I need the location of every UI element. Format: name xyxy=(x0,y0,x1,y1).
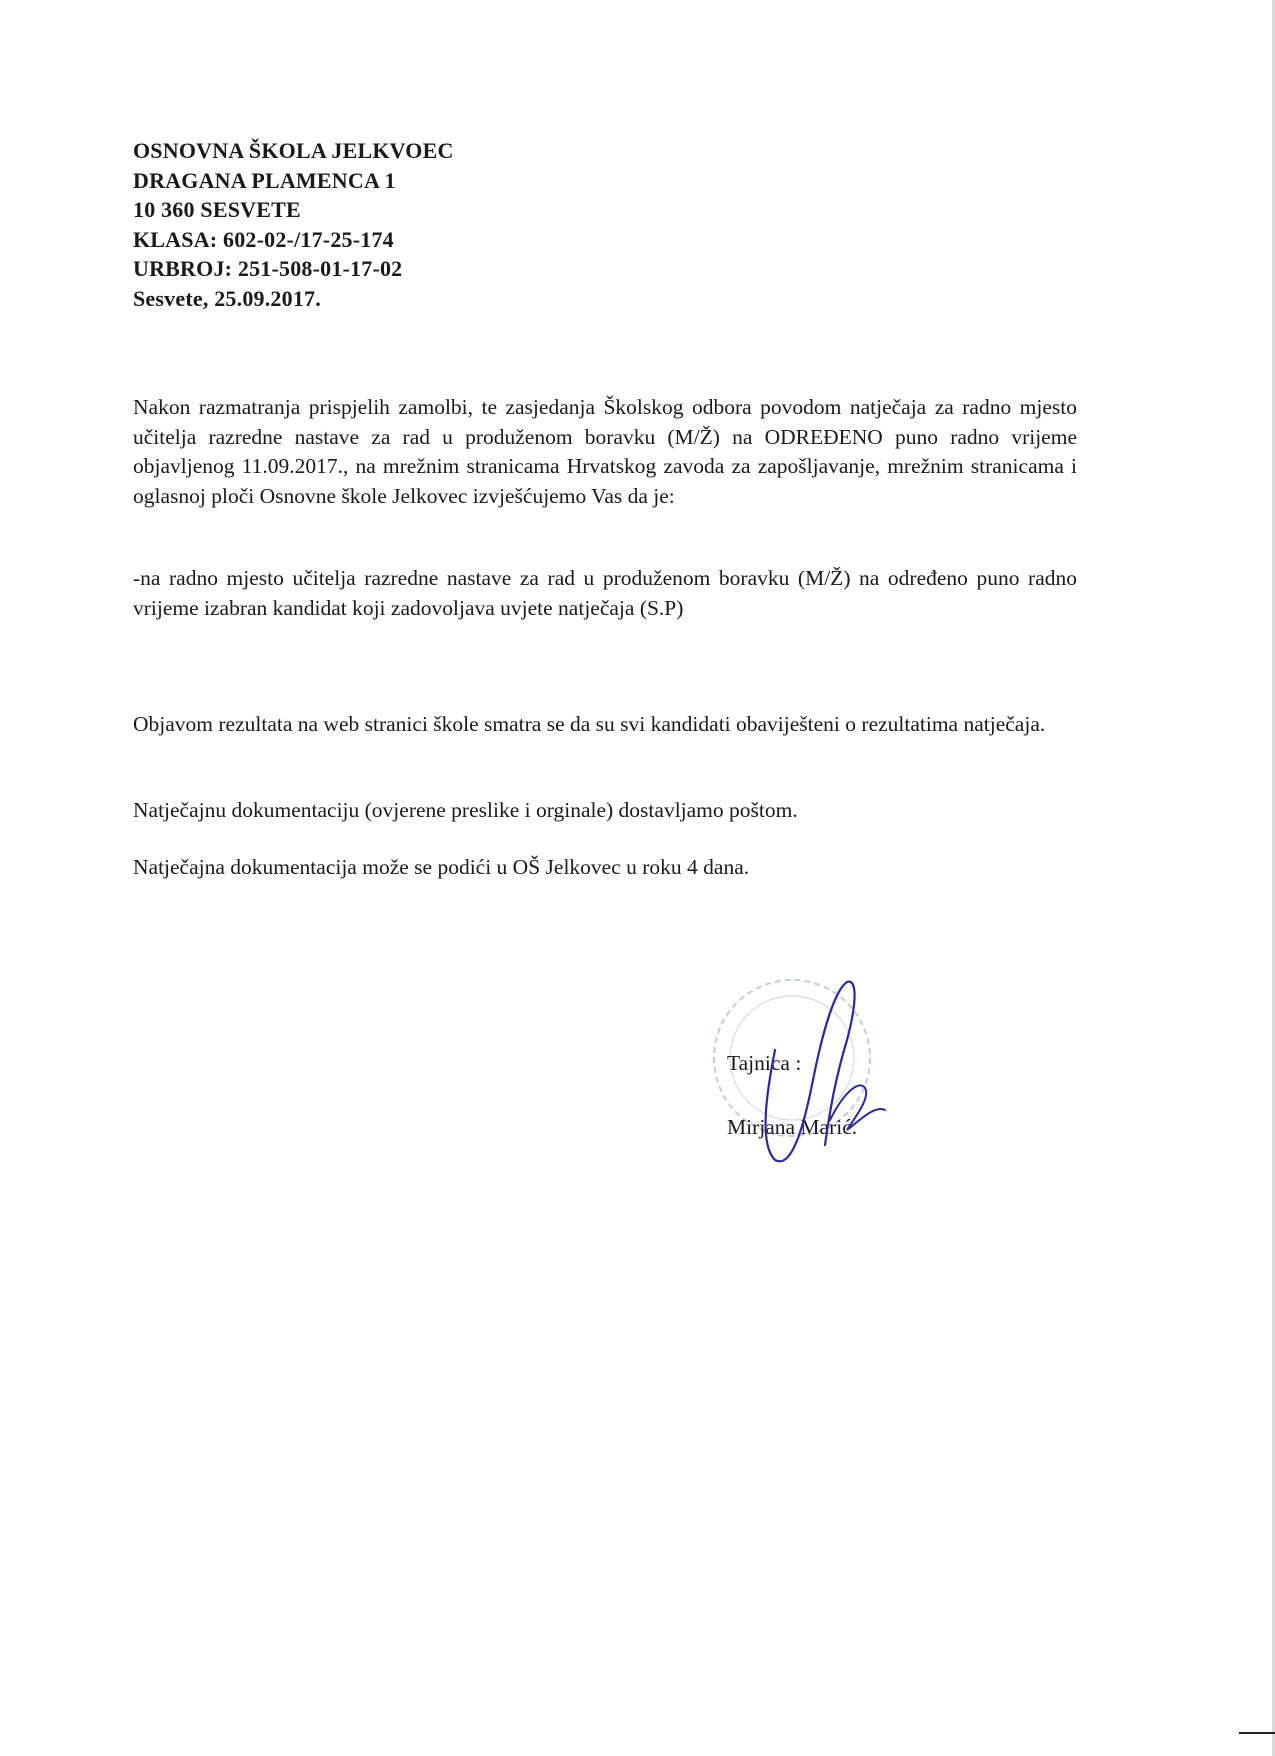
body-paragraph-documents-pickup: Natječajna dokumentacija može se podići u OŠ Jelkovec u roku 4 dana. xyxy=(133,855,750,879)
body-paragraph-intro: Nakon razmatranja prispjelih zamolbi, te zasjedanja Školskog odbora povodom natječaja za radno mjesto učitelja razredne nastave za rad u produženom boravku (M/Ž) na ODREĐENO puno radno vrijeme objavljenog 11.09.2017., na mrežnim stranicama Hrvatskog zavoda za zapošljavanje, mrežnim stranicama i oglasnoj ploči Osnovne škole Jelkovec izvješćujemo Vas da je: xyxy=(133,395,1077,508)
signatory-name: Mirjana Marić. xyxy=(727,1115,858,1139)
body-paragraph-documents-mail: Natječajnu dokumentaciju (ovjerene preslike i orginale) dostavljamo poštom. xyxy=(133,798,798,822)
body-paragraph-publication: Objavom rezultata na web stranici škole smatra se da su svi kandidati obaviješteni o rezultatima natječaja. xyxy=(133,712,1046,736)
place-date: Sesvete, 25.09.2017. xyxy=(133,285,321,311)
address-city: 10 360 SESVETE xyxy=(133,197,301,222)
handwritten-signature-icon xyxy=(735,970,905,1170)
urbroj-number: URBROJ: 251-508-01-17-02 xyxy=(133,256,403,281)
address-street: DRAGANA PLAMENCA 1 xyxy=(133,167,396,193)
signatory-role: Tajnica : xyxy=(727,1051,802,1075)
scan-corner-mark xyxy=(1239,1732,1275,1734)
body-paragraph-decision: -na radno mjesto učitelja razredne nastave za rad u produženom boravku (M/Ž) na određeno puno radno vrijeme izabran kandidat koji zadovoljava uvjete natječaja (S.P) xyxy=(133,566,1077,620)
letter-header xyxy=(133,136,454,313)
klasa-number: KLASA: 602-02-/17-25-174 xyxy=(133,226,394,252)
school-name: OSNOVNA ŠKOLA JELKVOEC xyxy=(133,138,454,163)
